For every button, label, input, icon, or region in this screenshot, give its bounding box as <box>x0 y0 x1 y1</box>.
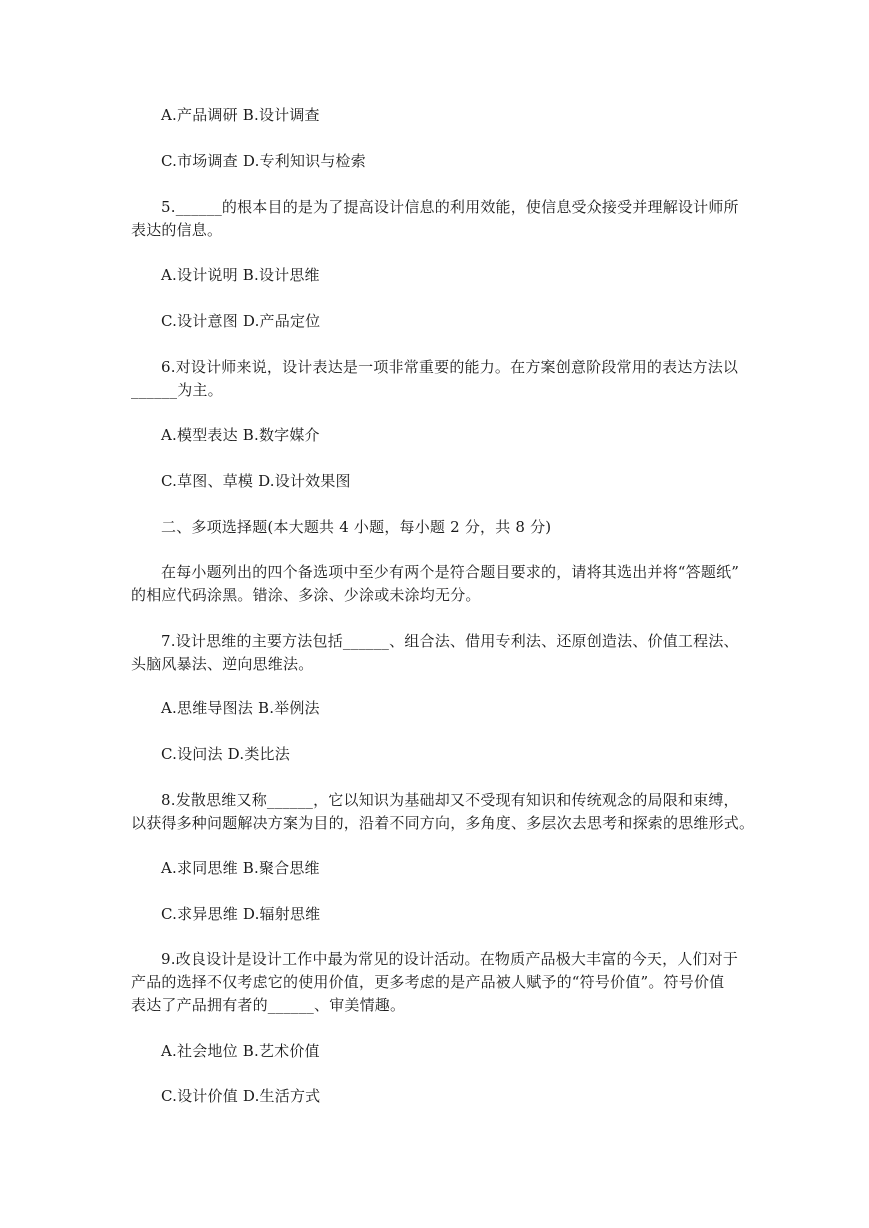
section2-instructions-line1: 在每小题列出的四个备选项中至少有两个是符合题目要求的，请将其选出并将“答题纸” <box>161 563 740 581</box>
q9-text-line2: 产品的选择不仅考虑它的使用价值，更多考虑的是产品被人赋予的“符号价值”。符号价值 <box>131 973 725 991</box>
q9-options-row2: C.设计价值 D.生活方式 <box>161 1087 321 1105</box>
q7-text-line1: 7.设计思维的主要方法包括______、组合法、借用专利法、还原创造法、价值工程法、 <box>161 632 739 650</box>
q6-options-row1: A.模型表达 B.数字媒介 <box>161 426 320 444</box>
q6-options-row2: C.草图、草模 D.设计效果图 <box>161 472 351 490</box>
q7-text-line2: 头脑风暴法、逆向思维法。 <box>131 655 314 673</box>
q6-text-line1: 6.对设计师来说，设计表达是一项非常重要的能力。在方案创意阶段常用的表达方法以 <box>161 358 739 376</box>
q5-text-line1: 5.______的根本目的是为了提高设计信息的利用效能，使信息受众接受并理解设计师所 <box>161 198 739 216</box>
q8-options-row2: C.求异思维 D.辐射思维 <box>161 905 321 923</box>
q8-options-row1: A.求同思维 B.聚合思维 <box>161 859 320 877</box>
q5-options-row1: A.设计说明 B.设计思维 <box>161 266 320 284</box>
q8-text-line2: 以获得多种问题解决方案为目的，沿着不同方向，多角度、多层次去思考和探索的思维形式。 <box>131 814 755 832</box>
q9-text-line1: 9.改良设计是设计工作中最为常见的设计活动。在物质产品极大丰富的今天，人们对于 <box>161 950 739 968</box>
section2-heading: 二、多项选择题(本大题共 4 小题，每小题 2 分，共 8 分) <box>161 518 552 536</box>
q4-options-row1: A.产品调研 B.设计调查 <box>161 106 320 124</box>
section2-instructions-line2: 的相应代码涂黑。错涂、多涂、少涂或未涂均无分。 <box>131 586 481 604</box>
q9-text-line3: 表达了产品拥有者的______、审美情趣。 <box>131 996 406 1014</box>
q5-text-line2: 表达的信息。 <box>131 221 223 239</box>
q9-options-row1: A.社会地位 B.艺术价值 <box>161 1042 320 1060</box>
q6-text-line2: ______为主。 <box>131 381 223 399</box>
q7-options-row1: A.思维导图法 B.举例法 <box>161 699 320 717</box>
q7-options-row2: C.设问法 D.类比法 <box>161 745 290 763</box>
q4-options-row2: C.市场调查 D.专利知识与检索 <box>161 152 366 170</box>
q8-text-line1: 8.发散思维又称______，它以知识为基础却又不受现有知识和传统观念的局限和束缚， <box>161 791 739 809</box>
q5-options-row2: C.设计意图 D.产品定位 <box>161 312 321 330</box>
